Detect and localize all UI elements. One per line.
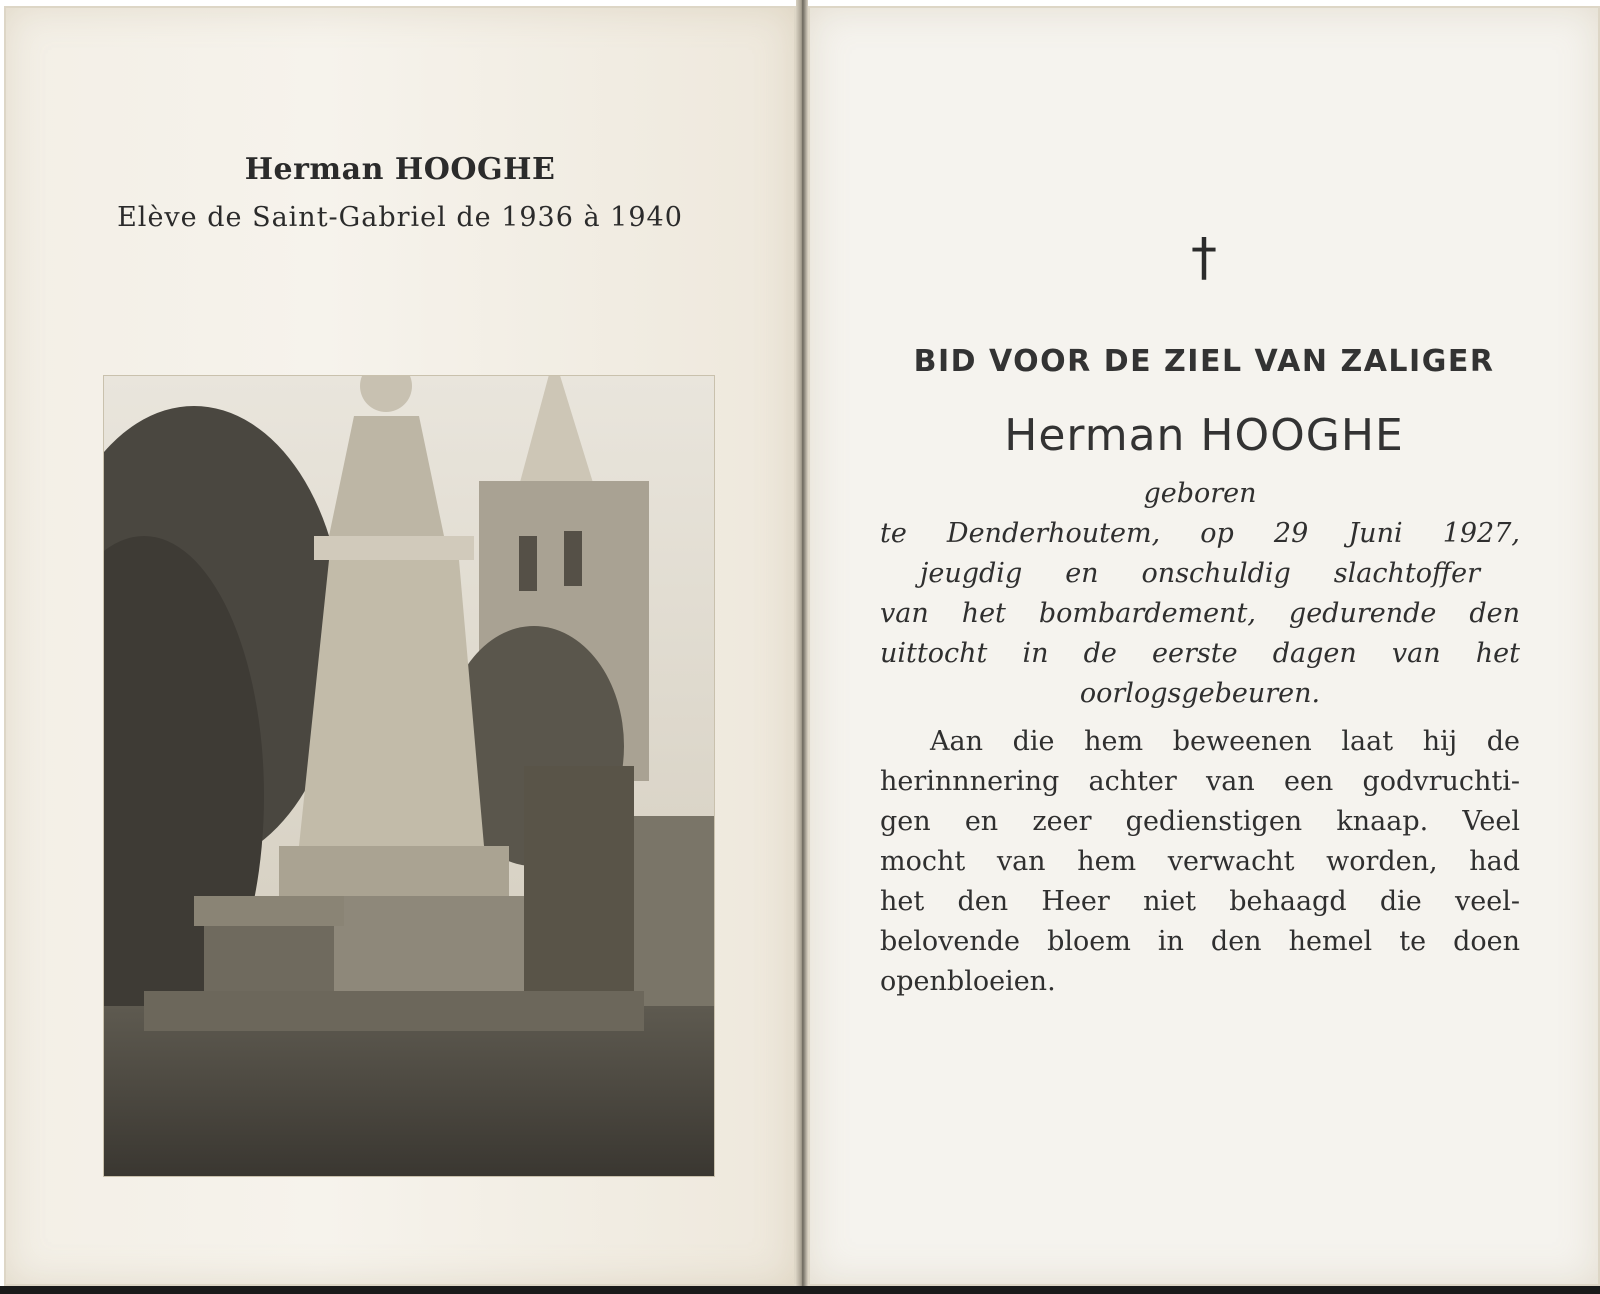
- back-name: Herman HOOGHE: [1004, 410, 1404, 461]
- text-line: gen en zeer gedienstigen knaap. Veel: [880, 806, 1520, 837]
- text-line: mocht van hem verwacht worden, had: [880, 846, 1520, 877]
- cemetery-monument-image: [104, 376, 714, 1176]
- text-line: belovende bloem in den hemel te doen: [880, 926, 1520, 957]
- memorial-card-front: [4, 6, 798, 1286]
- text-line: het den Heer niet behaagd die veel-: [880, 886, 1520, 917]
- text-line: geboren: [1143, 478, 1257, 509]
- birth-death-text: [880, 474, 1520, 714]
- text-line: uittocht in de eerste dagen van het: [880, 638, 1520, 669]
- front-subtitle: Elève de Saint-Gabriel de 1936 à 1940: [117, 202, 683, 233]
- fold-line: [796, 0, 808, 1294]
- text-line: jeugdig en onschuldig slachtoffer: [920, 558, 1480, 589]
- text-line: van het bombardement, gedurende den: [880, 598, 1520, 629]
- front-name: Herman HOOGHE: [244, 152, 556, 187]
- text-line: Aan die hem beweenen laat hij de: [930, 726, 1520, 757]
- text-line: oorlogsgebeuren.: [1079, 678, 1321, 709]
- text-line: herinnnering achter van een godvruchti-: [880, 766, 1520, 797]
- text-line: te Denderhoutem, op 29 Juni 1927,: [880, 518, 1520, 549]
- cemetery-photo: [104, 376, 714, 1176]
- cross-icon: †: [1191, 228, 1217, 288]
- memorial-paragraph: [880, 722, 1520, 1002]
- text-line: openbloeien.: [880, 966, 1056, 997]
- prayer-heading: BID VOOR DE ZIEL VAN ZALIGER: [913, 344, 1495, 379]
- memorial-card-back: [808, 6, 1600, 1286]
- bottom-edge: [0, 1286, 1600, 1294]
